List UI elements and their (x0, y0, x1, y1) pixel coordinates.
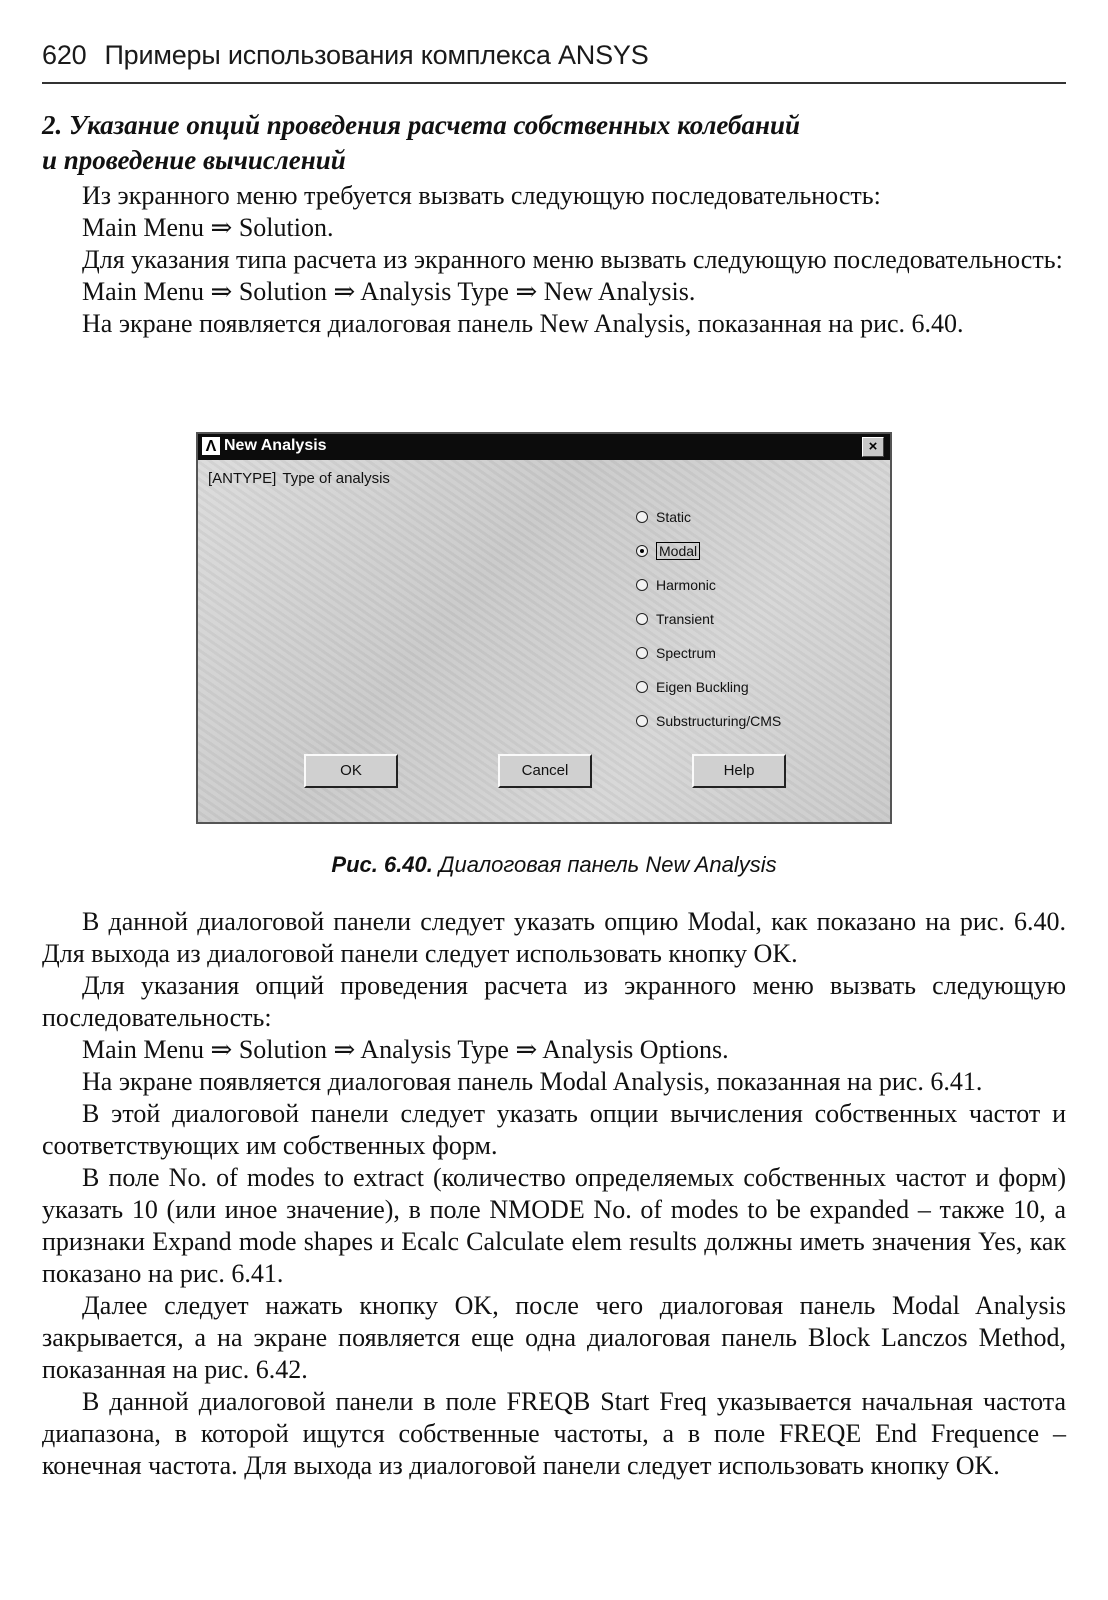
paragraph: На экране появляется диалоговая панель New Analysis, показанная на рис. 6.40. (82, 309, 964, 338)
figure-caption (0, 852, 1108, 878)
close-button[interactable]: × (862, 437, 884, 457)
paragraph: В данной диалоговой панели в поле FREQB Start Freq указывается начальная частота диапазона, в которой ищутся собственные частоты, а в поле FREQE End Frequence – конечная частота. Для выхода из диалоговой панели следует использовать кнопку OK. (42, 1387, 1066, 1480)
radio-label: Spectrum (656, 645, 716, 661)
page-number: 620 (42, 40, 87, 70)
analysis-type-prompt (208, 470, 396, 487)
radio-label: Modal (656, 542, 700, 560)
paragraph: Для указания опций проведения расчета из экранного меню вызвать следующую последовательность: (42, 971, 1066, 1032)
section-heading-line-1: 2. Указание опций проведения расчета собственных колебаний (42, 110, 801, 140)
radio-substructuring-cms[interactable] (636, 704, 876, 738)
section-heading-line-2: и проведение вычислений (42, 145, 346, 175)
ansys-logo-icon: Λ (202, 437, 220, 455)
ok-button[interactable]: OK (304, 754, 398, 788)
radio-modal[interactable] (636, 534, 876, 568)
radio-static[interactable] (636, 500, 876, 534)
radio-eigen-buckling[interactable] (636, 670, 876, 704)
prompt-code: [ANTYPE] (208, 470, 277, 487)
dialog-titlebar[interactable] (198, 434, 890, 460)
radio-label: Static (656, 509, 692, 525)
caption-text: Диалоговая панель New Analysis (439, 852, 777, 877)
help-button[interactable]: Help (692, 754, 786, 788)
menu-path: Main Menu ⇒ Solution. (82, 213, 334, 242)
prompt-label: Type of analysis (282, 470, 390, 487)
paragraph: Из экранного меню требуется вызвать следующую последовательность: (82, 181, 881, 210)
paragraph: В данной диалоговой панели следует указать опцию Modal, как показано на рис. 6.40. Для выхода из диалоговой панели следует использовать кнопку OK. (42, 907, 1066, 968)
dialog-title: New Analysis (224, 437, 327, 454)
radio-button-icon[interactable] (636, 613, 648, 625)
new-analysis-dialog (196, 432, 892, 824)
radio-button-icon[interactable] (636, 681, 648, 693)
radio-label: Eigen Buckling (656, 679, 749, 695)
radio-transient[interactable] (636, 602, 876, 636)
menu-path: Main Menu ⇒ Solution ⇒ Analysis Type ⇒ Analysis Options. (82, 1035, 729, 1064)
radio-button-icon[interactable] (636, 511, 648, 523)
menu-path: Main Menu ⇒ Solution ⇒ Analysis Type ⇒ New Analysis. (82, 277, 696, 306)
intro-text (42, 180, 1066, 340)
radio-button-selected-icon[interactable] (636, 545, 648, 557)
cancel-button[interactable]: Cancel (498, 754, 592, 788)
paragraph: Далее следует нажать кнопку OK, после чего диалоговая панель Modal Analysis закрывается, а на экране появляется еще одна диалоговая панель Block Lanczos Method, показанная на рис. 6.42. (42, 1291, 1066, 1384)
radio-spectrum[interactable] (636, 636, 876, 670)
radio-button-icon[interactable] (636, 579, 648, 591)
caption-label: Рис. 6.40. (331, 852, 433, 877)
section-heading (42, 108, 1066, 178)
paragraph: Для указания типа расчета из экранного меню вызвать следующую последовательность: (82, 245, 1063, 274)
analysis-type-radio-group (636, 500, 876, 738)
radio-label: Transient (656, 611, 714, 627)
running-head-title: Примеры использования комплекса ANSYS (104, 40, 649, 70)
radio-label: Harmonic (656, 577, 716, 593)
header-rule (42, 82, 1066, 84)
body-text (42, 906, 1066, 1482)
radio-button-icon[interactable] (636, 715, 648, 727)
paragraph: В поле No. of modes to extract (количество определяемых собственных частот и форм) указать 10 (или иное значение), в поле NMODE No. of modes to be expanded – также 10, а признаки Expand mode shapes и Ecalc Calculate elem results должны иметь значения Yes, как показано на рис. 6.41. (42, 1163, 1066, 1288)
radio-label: Substructuring/CMS (656, 713, 782, 729)
paragraph: На экране появляется диалоговая панель Modal Analysis, показанная на рис. 6.41. (82, 1067, 983, 1096)
radio-button-icon[interactable] (636, 647, 648, 659)
running-head (42, 40, 1066, 71)
paragraph: В этой диалоговой панели следует указать опции вычисления собственных частот и соответствующих им собственных форм. (42, 1099, 1066, 1160)
radio-harmonic[interactable] (636, 568, 876, 602)
